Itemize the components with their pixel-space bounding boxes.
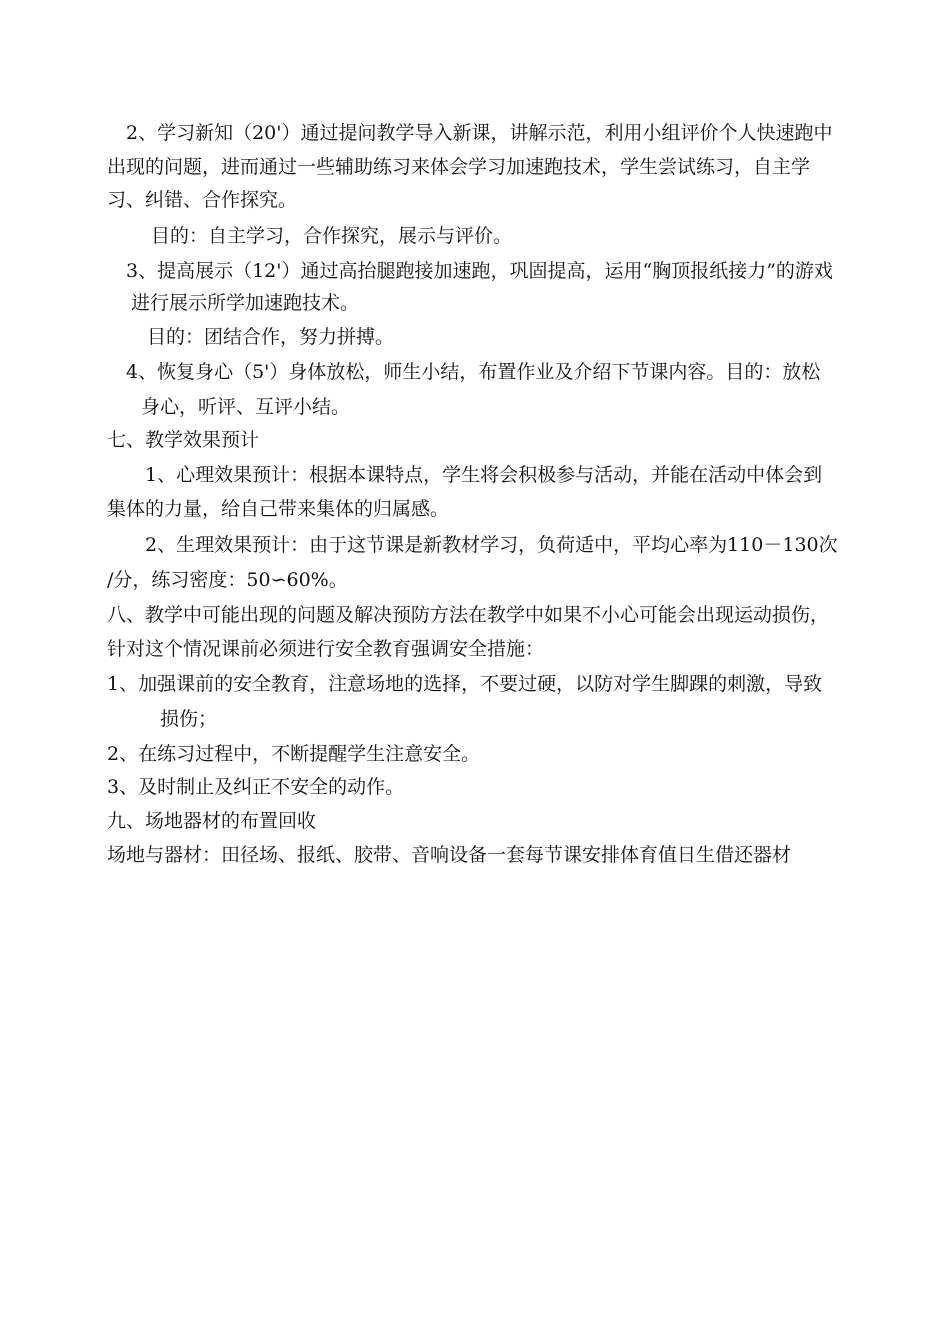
heading-eight-line-2: 针对这个情况课前必须进行安全教育强调安全措施： — [107, 638, 545, 660]
physiological-effect-line-2: /分，练习密度：50∽60%。 — [107, 569, 348, 591]
section-3-line-1: 3、提高展示（12'）通过高抬腿跑接加速跑，巩固提高，运用“胸顶报纸接力”的游戏 — [126, 260, 833, 282]
section-2-goal: 目的：自主学习，合作探究，展示与评价。 — [151, 225, 513, 247]
section-2-line-1: 2、学习新知（20'）通过提问教学导入新课，讲解示范，利用小组评价个人快速跑中 — [126, 122, 833, 144]
section-3-line-2: 进行展示所学加速跑技术。 — [131, 292, 360, 314]
psychological-effect-line-2: 集体的力量，给自己带来集体的归属感。 — [107, 498, 450, 520]
psychological-effect-line-1: 1、心理效果预计：根据本课特点，学生将会积极参与活动，并能在活动中体会到 — [145, 464, 823, 486]
measure-3: 3、及时制止及纠正不安全的动作。 — [107, 776, 405, 798]
heading-seven: 七、教学效果预计 — [107, 429, 260, 451]
measure-1-line-1: 1、加强课前的安全教育，注意场地的选择，不要过硬，以防对学生脚踝的刺激，导致 — [107, 673, 823, 695]
section-3-goal: 目的：团结合作，努力拼搏。 — [147, 326, 395, 348]
section-4-line-2: 身心，听评、互评小结。 — [141, 396, 351, 418]
section-2-line-3: 习、纠错、合作探究。 — [107, 189, 298, 211]
measure-2: 2、在练习过程中，不断提醒学生注意安全。 — [107, 743, 481, 765]
venue-equipment: 场地与器材：田径场、报纸、胶带、音响设备一套每节课安排体育值日生借还器材 — [107, 844, 792, 866]
physiological-effect-line-1: 2、生理效果预计：由于这节课是新教材学习，负荷适中，平均心率为110－130次 — [145, 534, 838, 556]
measure-1-line-2: 损伤； — [160, 708, 218, 730]
section-2-line-2: 出现的问题，进而通过一些辅助练习来体会学习加速跑技术，学生尝试练习，自主学 — [107, 156, 811, 178]
heading-nine: 九、场地器材的布置回收 — [107, 810, 317, 832]
section-4-line-1: 4、恢复身心（5'）身体放松，师生小结，布置作业及介绍下节课内容。目的：放松 — [126, 361, 821, 383]
heading-eight-line-1: 八、教学中可能出现的问题及解决预防方法在教学中如果不小心可能会出现运动损伤， — [107, 604, 830, 626]
